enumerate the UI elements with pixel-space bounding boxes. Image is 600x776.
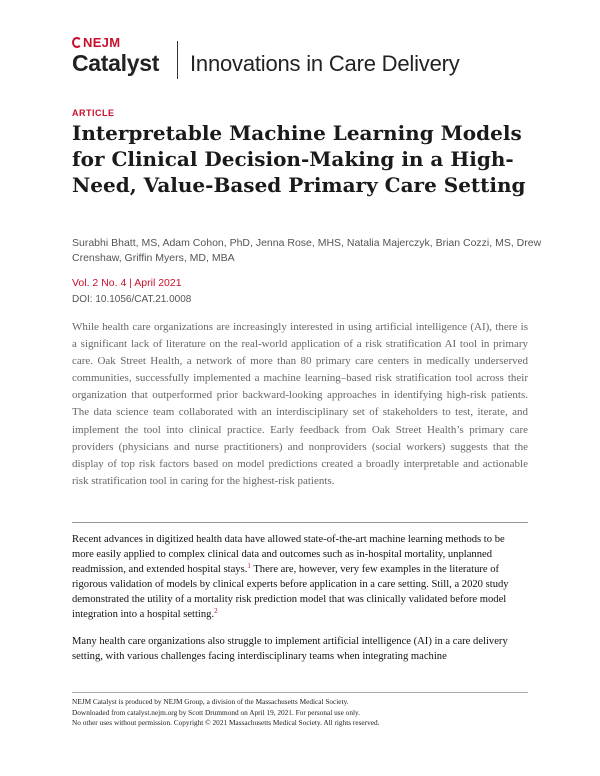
- footer-line-2: Downloaded from catalyst.nejm.org by Scott Drummond on April 19, 2021. For personal use only.: [72, 707, 360, 717]
- masthead-divider: [177, 41, 178, 79]
- catalyst-logo: Catalyst: [72, 50, 160, 76]
- nejm-logo: [72, 36, 120, 50]
- footer-line-1: NEJM Catalyst is produced by NEJM Group, a division of the Massachusetts Medical Society.: [72, 697, 349, 706]
- reference-link-2[interactable]: 2: [214, 607, 218, 615]
- volume-issue: Vol. 2 No. 4: [72, 277, 127, 289]
- volume-separator: |: [129, 277, 132, 289]
- body-paragraph-1-part-b: There are, however, very few examples in the literature of rigorous validation of models by clinical experts before application in a care setting. Still, a 2020 study demonstrated the utility of a mortality risk prediction model that was clinically validated before model integration into a hospital setting.: [72, 564, 509, 620]
- abstract: While health care organizations are increasingly interested in using artificial intelligence (AI), there is a significant lack of literature on the real-world application of a risk stratification AI tool in primary care. Oak Street Health, a network of more than 80 primary care centers in medically underserved communities, successfully implemented a machine learning–based risk stratification tool across their organization that outperformed prior backward-looking approaches in identifying high-risk patients. The data science team collaborated with an interdisciplinary set of stakeholders to test, iterate, and implement the tool into clinical practice. Early feedback from Oak Street Health’s primary care providers (physicians and nurse practitioners) and nonproviders (social workers) suggests that the display of top risk factors based on model predictions created a broadly interpretable and actionable risk stratification tool in caring for the highest-risk patients.: [72, 321, 528, 487]
- section-label: ARTICLE: [72, 108, 115, 118]
- body-paragraph-1-part-a: Recent advances in digitized health data have allowed state-of-the-art machine learning methods to be more easily applied to complex clinical data and outcomes such as in-hospital mortality, unplanned readmission, and extended hospital stays.: [72, 534, 505, 575]
- author-list: Surabhi Bhatt, MS, Adam Cohon, PhD, Jenna Rose, MHS, Natalia Majerczyk, Brian Cozzi, MS, Drew Crenshaw, Griffin Myers, MD, MBA: [72, 237, 542, 264]
- footer-divider: [72, 692, 528, 693]
- footer: [72, 697, 528, 729]
- nejm-swoosh-icon: [72, 37, 82, 48]
- publication-date: April 2021: [134, 277, 182, 289]
- volume-date-line: [72, 277, 182, 289]
- masthead-tagline: Innovations in Care Delivery: [190, 51, 460, 76]
- footer-line-3: No other uses without permission. Copyright © 2021 Massachusetts Medical Society. All rights reserved.: [72, 718, 380, 727]
- body-paragraph-2: Many health care organizations also struggle to implement artificial intelligence (AI) in a care delivery setting, with various challenges facing interdisciplinary teams when integrating machine: [72, 636, 508, 662]
- abstract-divider: [72, 522, 528, 523]
- reference-link-1[interactable]: 1: [247, 562, 251, 570]
- article-title: Interpretable Machine Learning Models for Clinical Decision-Making in a High-Need, Value-Based Primary Care Setting: [72, 121, 526, 197]
- nejm-logo-text: NEJM: [83, 35, 121, 50]
- doi: DOI: 10.1056/CAT.21.0008: [72, 294, 192, 305]
- body-paragraph-1: [72, 532, 528, 622]
